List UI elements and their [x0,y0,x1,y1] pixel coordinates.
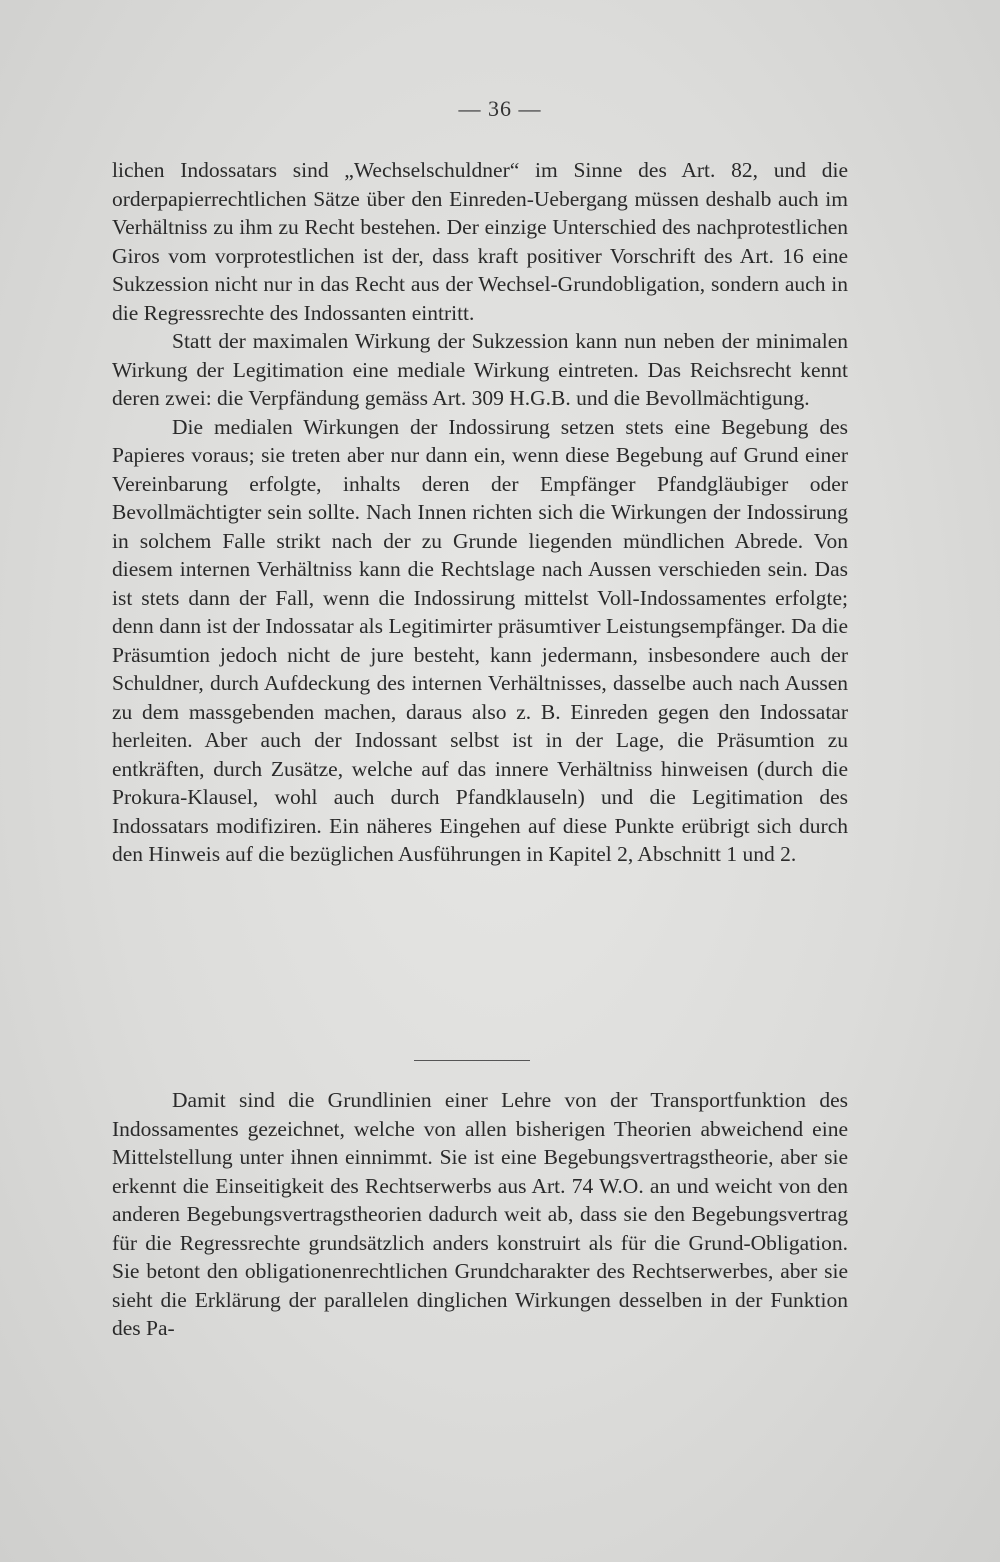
paragraph-mediale-wirkung: Statt der maximalen Wirkung der Sukzession kann nun neben der minimalen Wirkung der Legitimation eine mediale Wirkung eintreten. Das Reichsrecht kennt deren zwei: die Verpfändung gemäss Art. 309 H.G.B. und die Bevollmächtigung. [112,329,848,410]
paragraph-continuation: lichen Indossatars sind „Wechselschuldner“ im Sinne des Art. 82, und die orderpapierrechtlichen Sätze über den Einreden-Uebergang müssen deshalb auch im Verhältniss zu ihm zu Recht bestehen. Der einzige Unterschied des nachprotestlichen Giros vom vorprotestlichen ist der, dass kraft positiver Vorschrift des Art. 16 eine Sukzession nicht nur in das Recht aus der Wechsel-Grundobligation, sondern auch in die Regressrechte des Indossanten eintritt. [112,158,848,325]
text-section-2 [112,1086,848,1343]
text-section-1 [112,156,848,869]
section-divider [414,1060,530,1061]
paragraph-mediale-wirkungen-indossirung: Die medialen Wirkungen der Indossirung setzen stets eine Begebung des Papieres voraus; sie treten aber nur dann ein, wenn diese Begebung auf Grund einer Vereinbarung erfolgte, inhalts deren der Empfänger Pfandgläubiger oder Bevollmächtigter sein sollte. Nach Innen richten sich die Wirkungen der Indossirung in solchem Falle strikt nach der zu Grunde liegenden mündlichen Abrede. Von diesem internen Verhältniss kann die Rechtslage nach Aussen verschieden sein. Das ist stets dann der Fall, wenn die Indossirung mittelst Voll-Indossamentes erfolgte; denn dann ist der Indossatar als Legitimirter präsumtiver Leistungsempfänger. Da die Präsumtion jedoch nicht de jure besteht, kann jedermann, insbesondere auch der Schuldner, durch Aufdeckung des internen Verhältnisses, dasselbe auch nach Aussen zu dem massgebenden machen, daraus also z. B. Einreden gegen den Indossatar herleiten. Aber auch der Indossant selbst ist in der Lage, die Präsumtion zu entkräften, durch Zusätze, welche auf das innere Verhältniss hinweisen (durch die Prokura-Klausel, wohl auch durch Pfandklauseln) und die Legitimation des Indossatars modifiziren. Ein näheres Eingehen auf diese Punkte erübrigt sich durch den Hinweis auf die bezüglichen Ausführungen in Kapitel 2, Abschnitt 1 und 2. [112,414,848,866]
paragraph-grundlinien: Damit sind die Grundlinien einer Lehre von der Transportfunktion des Indossamentes gezeichnet, welche von allen bisherigen Theorien abweichend eine Mittelstellung unter ihnen einnimmt. Sie ist eine Begebungsvertragstheorie, aber sie erkennt die Einseitigkeit des Rechtserwerbs aus Art. 74 W.O. an und weicht von den anderen Begebungsvertragstheorien dadurch weit ab, dass sie den Begebungsvertrag für die Regressrechte grundsätzlich anders konstruirt als für die Grund-Obligation. Sie betont den obligationenrechtlichen Grundcharakter des Rechtserwerbes, aber sie sieht die Erklärung der parallelen dinglichen Wirkungen desselben in der Funktion des Pa- [112,1088,848,1340]
page-number: — 36 — [458,96,542,121]
